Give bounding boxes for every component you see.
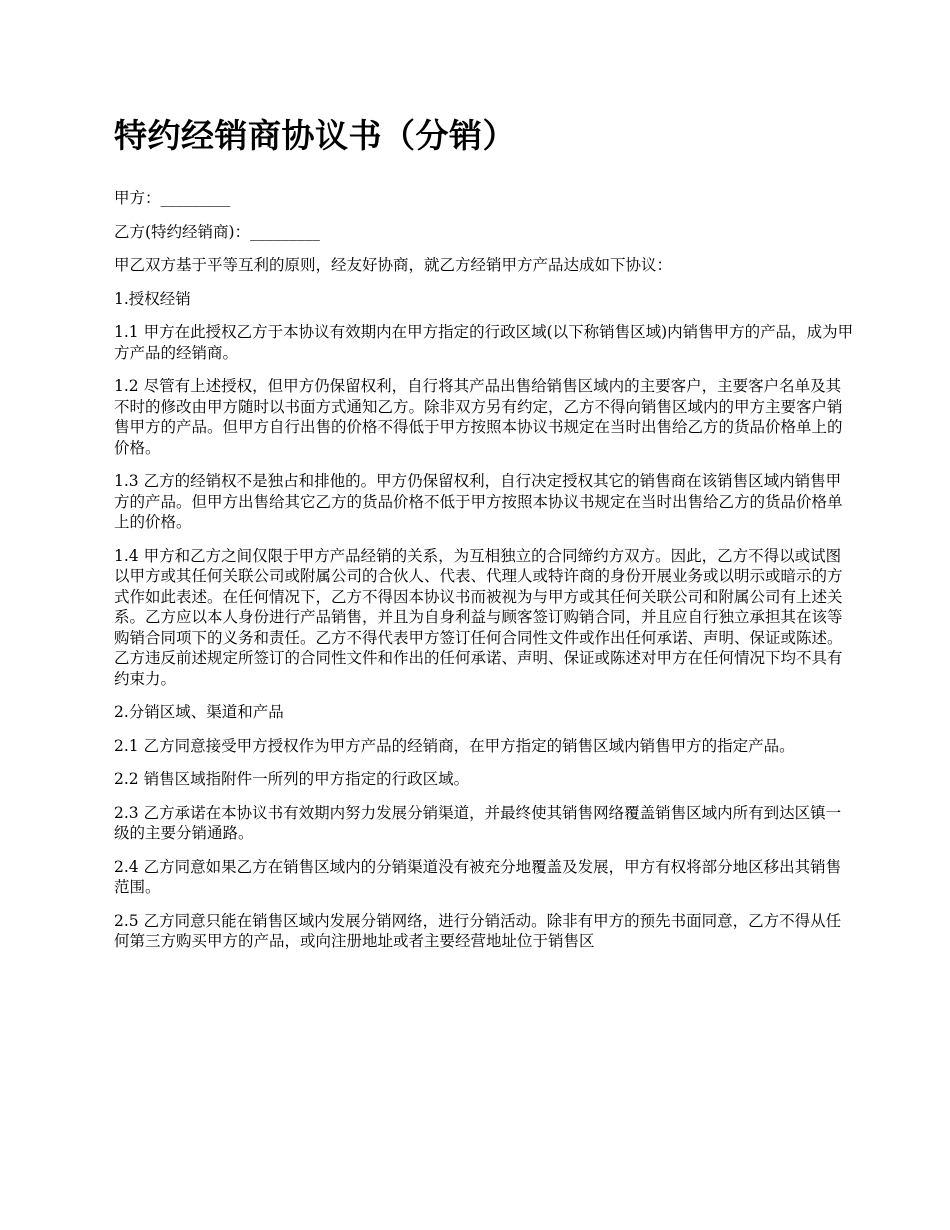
clause-1-4: 1.4 甲方和乙方之间仅限于甲方产品经销的关系，为互相独立的合同缔约方双方。因此，乙方不得以或试图以甲方或其任何关联公司或附属公司的合伙人、代表、代理人或特许商的身份开展业务或以明示或暗示的方式作如此表述。在任何情况下，乙方不得因本协议书而被视为与甲方或其任何关联公司和附属公司有上述关系。乙方应以本人身份进行产品销售，并且为自身利益与顾客签订购销合同，并且应自行独立承担其在该等购销合同项下的义务和责任。乙方不得代表甲方签订任何合同性文件或作出任何承诺、声明、保证或陈述。乙方违反前述规定所签订的合同性文件和作出的任何承诺、声明、保证或陈述对甲方在任何情况下均不具有约束力。	[114, 546, 843, 688]
clause-2-1: 2.1 乙方同意接受甲方授权作为甲方产品的经销商，在甲方指定的销售区域内销售甲方的指定产品。	[114, 736, 795, 755]
clause-2-4: 2.4 乙方同意如果乙方在销售区域内的分销渠道没有被充分地覆盖及发展，甲方有权将部分地区移出其销售范围。	[114, 857, 842, 896]
section-heading-1: 1.授权经销	[114, 289, 191, 308]
party-a-line: 甲方：_________	[114, 189, 231, 207]
clause-2-2: 2.2 销售区域指附件一所列的甲方指定的行政区域。	[114, 770, 470, 788]
clause-1-1: 1.1 甲方在此授权乙方于本协议有效期内在甲方指定的行政区域(以下称销售区域)内销售甲方的产品，成为甲方产品的经销商。	[114, 323, 854, 362]
document-title: 特约经销商协议书（分销）	[114, 116, 516, 155]
document-page	[114, 112, 854, 965]
clause-2-5: 2.5 乙方同意只能在销售区域内发展分销网络，进行分销活动。除非有甲方的预先书面同意，乙方不得从任何第三方购买甲方的产品，或向注册地址或者主要经营地址位于销售区	[114, 911, 842, 950]
party-b-line: 乙方(特约经销商)：_________	[114, 222, 320, 241]
preamble-paragraph: 甲乙双方基于平等互利的原则，经友好协商，就乙方经销甲方产品达成如下协议：	[114, 256, 673, 274]
clause-2-3: 2.3 乙方承诺在本协议书有效期内努力发展分销渠道，并最终使其销售网络覆盖销售区域内所有到达区镇一级的主要分销通路。	[114, 803, 842, 842]
clause-1-3: 1.3 乙方的经销权不是独占和排他的。甲方仍保留权利，自行决定授权其它的销售商在该销售区域内销售甲方的产品。但甲方出售给其它乙方的货品价格不低于甲方按照本协议书规定在当时出售给乙方的货品价格单上的价格。	[114, 472, 843, 531]
section-heading-2: 2.分销区域、渠道和产品	[114, 703, 284, 721]
clause-1-2: 1.2 尽管有上述授权，但甲方仍保留权利，自行将其产品出售给销售区域内的主要客户，主要客户名单及其不时的修改由甲方随时以书面方式通知乙方。除非双方另有约定，乙方不得向销售区域内的甲方主要客户销售甲方的产品。但甲方自行出售的价格不得低于甲方按照本协议书规定在当时出售给乙方的货品价格单上的价格。	[114, 377, 843, 457]
